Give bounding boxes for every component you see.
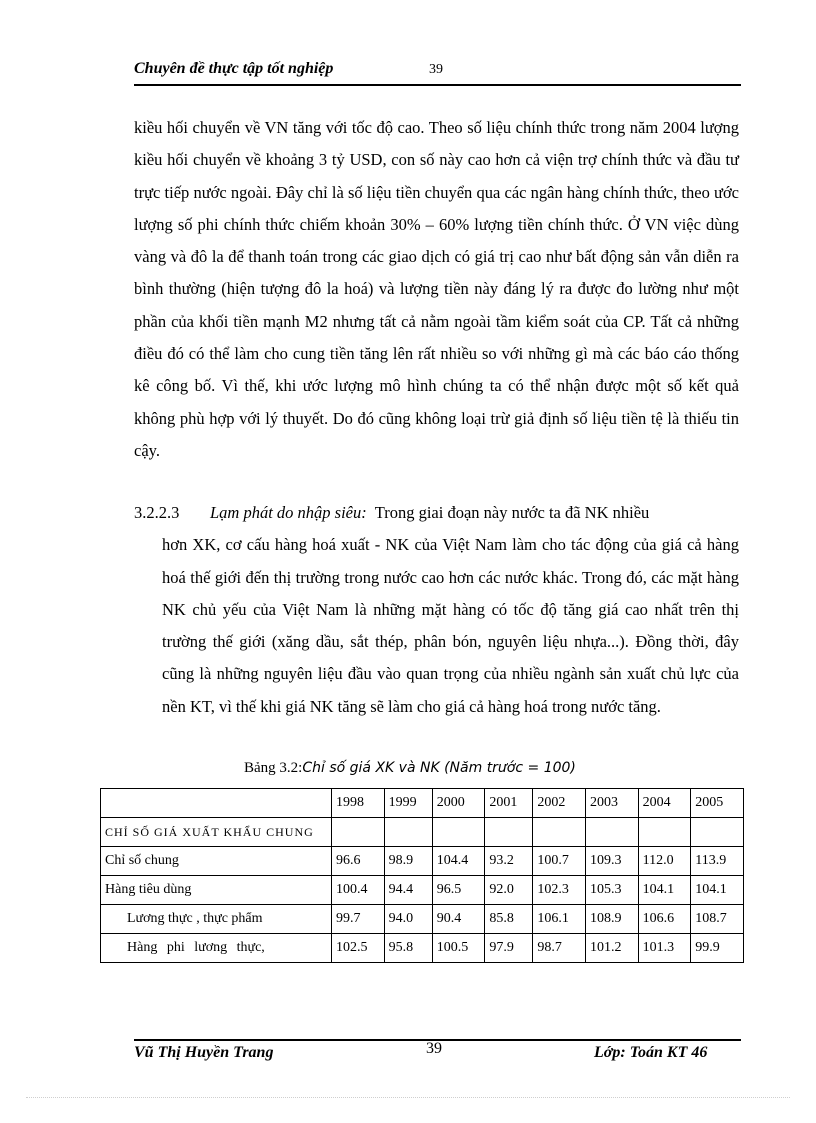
table-cell: 105.3 (586, 876, 639, 905)
year-header: 2005 (691, 789, 744, 818)
table-cell: 85.8 (485, 905, 533, 934)
table-caption (244, 760, 576, 777)
footer-class: Lớp: Toán KT 46 (594, 1044, 708, 1061)
table-cell (332, 818, 385, 847)
year-header: 1999 (384, 789, 432, 818)
table-cell (384, 818, 432, 847)
table-cell: 104.4 (432, 847, 485, 876)
table-cell: 104.1 (638, 876, 691, 905)
table-row (101, 905, 744, 934)
header-page-number: 39 (429, 62, 443, 77)
table-cell: 100.7 (533, 847, 586, 876)
table-cell: 96.5 (432, 876, 485, 905)
table-cell: 93.2 (485, 847, 533, 876)
table-cell: 109.3 (586, 847, 639, 876)
table-cell: 95.8 (384, 934, 432, 963)
table-row (101, 818, 744, 847)
year-header: 2004 (638, 789, 691, 818)
table-cell (533, 818, 586, 847)
section-3-2-2-3 (134, 497, 739, 723)
year-header: 1998 (332, 789, 385, 818)
year-header: 2003 (586, 789, 639, 818)
section-first-line-text: Trong giai đoạn này nước ta đã NK nhiều (374, 503, 650, 522)
footer-author: Vũ Thị Huyền Trang (134, 1044, 274, 1061)
table-cell: 104.1 (691, 876, 744, 905)
table-cell: 90.4 (432, 905, 485, 934)
table-cell: 100.4 (332, 876, 385, 905)
header-title: Chuyên đề thực tập tốt nghiệp (134, 60, 334, 77)
table-cell (432, 818, 485, 847)
row-label: Lương thực , thực phẩm (101, 905, 332, 934)
table-cell: 108.7 (691, 905, 744, 934)
table-cell: 96.6 (332, 847, 385, 876)
table-cell: 101.3 (638, 934, 691, 963)
footer-page-number: 39 (426, 1040, 442, 1057)
table-cell: 106.6 (638, 905, 691, 934)
table-cell: 112.0 (638, 847, 691, 876)
year-header: 2002 (533, 789, 586, 818)
table-cell: 108.9 (586, 905, 639, 934)
table-cell: 99.7 (332, 905, 385, 934)
table-cell: 101.2 (586, 934, 639, 963)
table-cell: 98.9 (384, 847, 432, 876)
section-heading: Lạm phát do nhập siêu: (210, 503, 367, 522)
table-cell: 99.9 (691, 934, 744, 963)
table-cell: 94.0 (384, 905, 432, 934)
table-cell (691, 818, 744, 847)
table-header-row (101, 789, 744, 818)
table-cell: 97.9 (485, 934, 533, 963)
table-row (101, 876, 744, 905)
table-header-blank (101, 789, 332, 818)
table-caption-prefix: Bảng 3.2: (244, 760, 303, 776)
table-cell: 92.0 (485, 876, 533, 905)
table-cell: 100.5 (432, 934, 485, 963)
table-cell (586, 818, 639, 847)
table-row (101, 847, 744, 876)
table-cell: 113.9 (691, 847, 744, 876)
row-label: Hàng tiêu dùng (101, 876, 332, 905)
table-cell: 102.5 (332, 934, 385, 963)
table-caption-title: Chỉ số giá XK và NK (Năm trước = 100) (302, 760, 576, 776)
year-header: 2001 (485, 789, 533, 818)
row-label: Chỉ số chung (101, 847, 332, 876)
section-first-line (134, 497, 739, 529)
table-cell: 98.7 (533, 934, 586, 963)
body-paragraph: kiều hối chuyển về VN tăng với tốc độ cao. Theo số liệu chính thức trong năm 2004 lượng kiều hối chuyển về khoảng 3 tỷ USD, con số này cao hơn cả viện trợ chính thức và đầu tư trực tiếp nước ngoài. Đây chỉ là số liệu tiền chuyển qua các ngân hàng chính thức, theo ước lượng số phi chính thức chiếm khoản 30% – 60% lượng tiền chính thức. Ở VN việc dùng vàng và đô la để thanh toán trong các giao dịch có giá trị cao như bất động sản vẫn diễn ra bình thường (hiện tượng đô la hoá) và lượng tiền này đáng lý ra được đo lường như một phần của khối tiền mạnh M2 nhưng tất cả nằm ngoài tầm kiểm soát của CP. Tất cả những điều đó có thể làm cho cung tiền tăng lên rất nhiều so với những gì mà các báo cáo thống kê công bố. Vì thế, khi ước lượng mô hình chúng ta có thể nhận được một số kết quả không phù hợp với lý thuyết. Do đó cũng không loại trừ giả định số liệu tiền tệ là thiếu tin cậy. (134, 118, 739, 460)
table-cell: 106.1 (533, 905, 586, 934)
table-cell: 102.3 (533, 876, 586, 905)
row-label: Hàng phi lương thực, (101, 934, 332, 963)
row-label: CHỈ SỐ GIÁ XUẤT KHẨU CHUNG (101, 818, 332, 847)
table-row (101, 934, 744, 963)
section-body: hơn XK, cơ cấu hàng hoá xuất - NK của Việt Nam làm cho tác động của giá cả hàng hoá thế giới đến thị trường trong nước cao hơn các nước khác. Trong đó, các mặt hàng NK chủ yếu của Việt Nam là những mặt hàng có tốc độ tăng giá cao nhất trên thị trường thế giới (xăng dầu, sắt thép, phân bón, nguyên liệu nhựa...). Đồng thời, đây cũng là những nguyên liệu đầu vào quan trọng của nhiều ngành sản xuất chủ lực của nền KT, vì thế khi giá NK tăng sẽ làm cho giá cả hàng hoá trong nước tăng. (162, 535, 739, 716)
page-edge-dotted-line (26, 1097, 790, 1098)
header-rule (134, 84, 741, 86)
table-cell (638, 818, 691, 847)
table-cell: 94.4 (384, 876, 432, 905)
section-number: 3.2.2.3 (134, 503, 180, 522)
price-index-table (100, 788, 744, 963)
year-header: 2000 (432, 789, 485, 818)
table-cell (485, 818, 533, 847)
